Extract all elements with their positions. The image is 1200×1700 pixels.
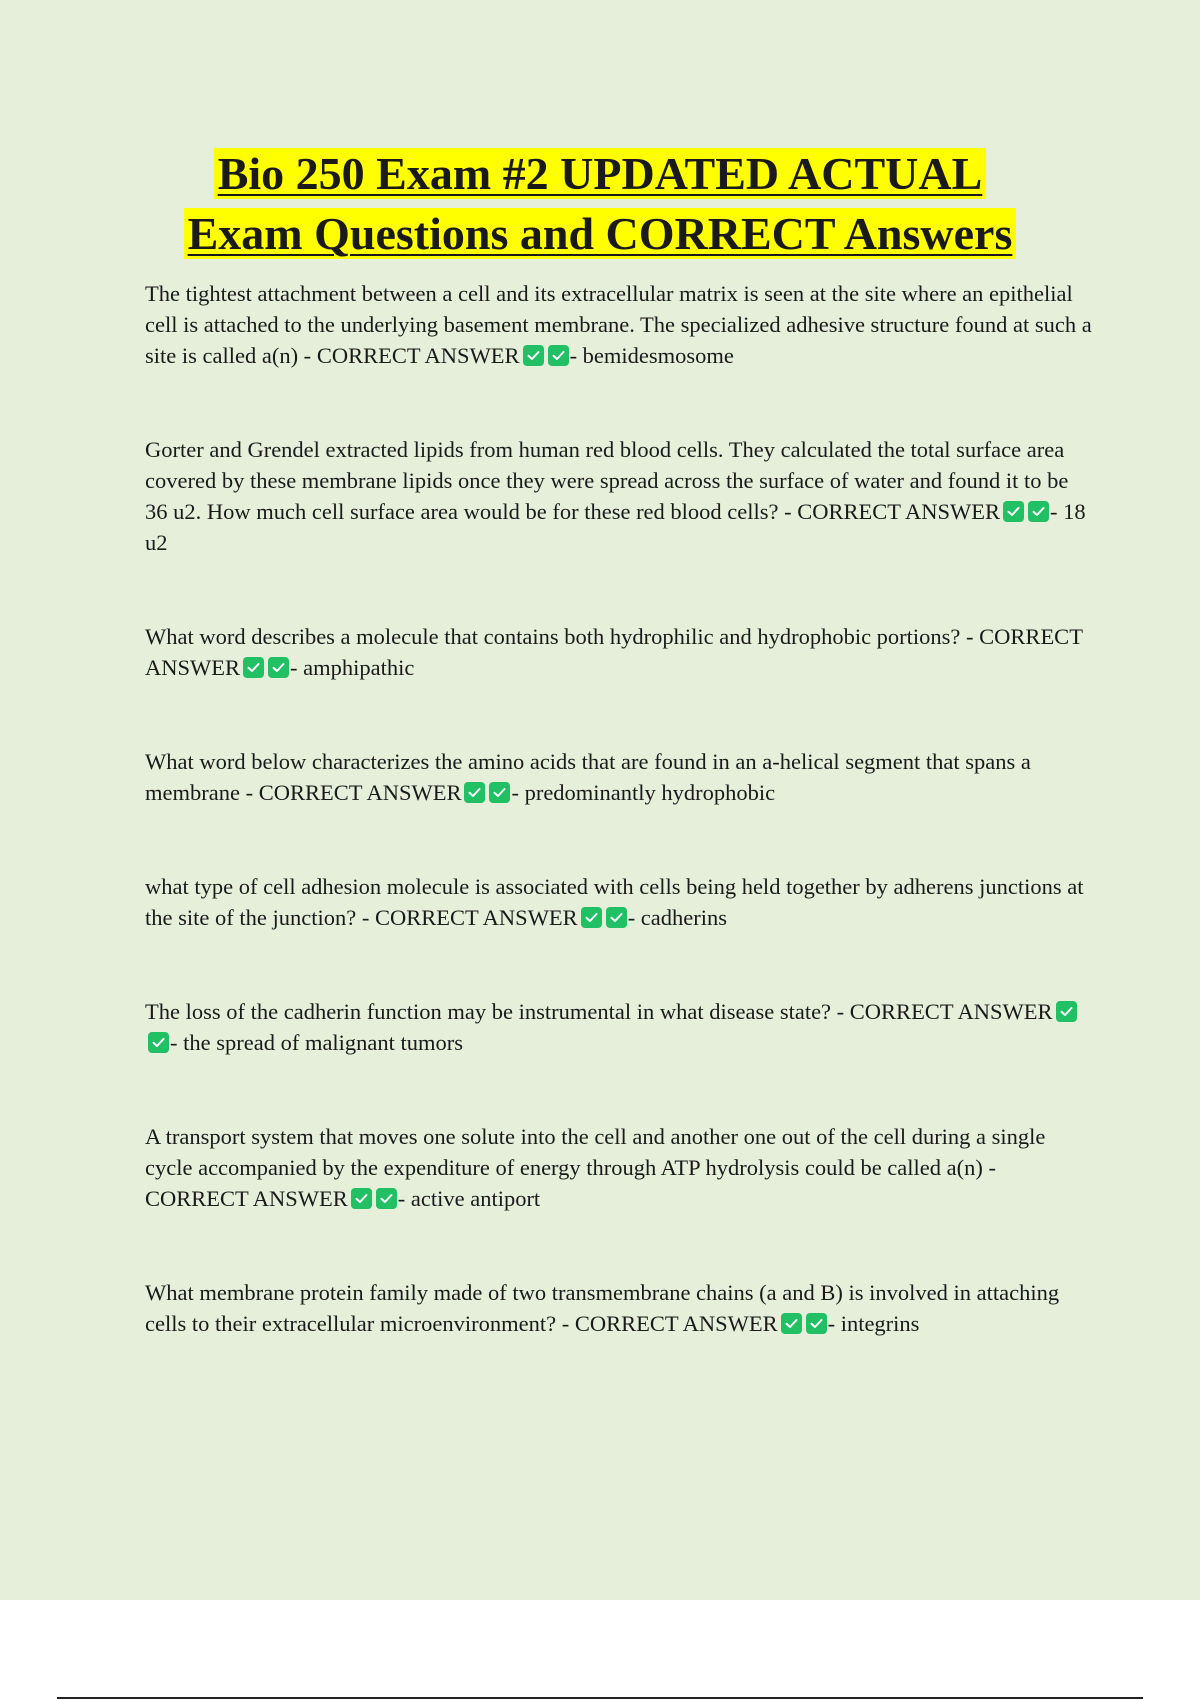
- check-mark-icon: [1003, 501, 1024, 522]
- qa-item: [145, 996, 1095, 1058]
- check-mark-icon: [806, 1313, 827, 1334]
- qa-item: [145, 621, 1095, 683]
- check-mark-icon: [581, 907, 602, 928]
- qa-list: [145, 278, 1095, 1402]
- correct-answer-marker: CORRECT ANSWER: [797, 499, 1001, 524]
- question-text: What membrane protein family made of two transmembrane chains (a and B) is involved in attaching cells to their extracellular microenvironment? -: [145, 1280, 1060, 1336]
- check-mark-icon: [351, 1188, 372, 1209]
- question-text: What word describes a molecule that contains both hydrophilic and hydrophobic portions? -: [145, 624, 980, 649]
- qa-item: [145, 278, 1095, 371]
- answer-text: - 18 u2: [145, 499, 1086, 555]
- qa-item: [145, 746, 1095, 808]
- qa-item: [145, 1277, 1095, 1339]
- answer-text: - predominantly hydrophobic: [511, 780, 776, 805]
- check-mark-icon: [489, 782, 510, 803]
- check-mark-icon: [268, 657, 289, 678]
- check-mark-icon: [464, 782, 485, 803]
- correct-answer-marker: CORRECT ANSWER: [374, 905, 578, 930]
- check-mark-icon: [606, 907, 627, 928]
- check-mark-icon: [548, 345, 569, 366]
- correct-answer-marker: CORRECT ANSWER: [145, 624, 1083, 680]
- correct-answer-marker: CORRECT ANSWER: [574, 1311, 778, 1336]
- question-text: Gorter and Grendel extracted lipids from human red blood cells. They calculated the total surface area covered by these membrane lipids once they were spread across the surface of water and found it to be 36 u2. How much cell surface area would be for these red blood cells? -: [145, 437, 1069, 524]
- question-text: The loss of the cadherin function may be instrumental in what disease state? -: [145, 999, 850, 1024]
- answer-text: - the spread of malignant tumors: [170, 1030, 464, 1055]
- check-mark-icon: [243, 657, 264, 678]
- answer-text: - amphipathic: [290, 655, 415, 680]
- qa-item: [145, 1121, 1095, 1214]
- answer-text: - active antiport: [397, 1186, 541, 1211]
- check-mark-icon: [1056, 1001, 1077, 1022]
- document-title: [0, 144, 1200, 264]
- correct-answer-marker: CORRECT ANSWER: [145, 1186, 348, 1211]
- question-text: what type of cell adhesion molecule is associated with cells being held together by adherens junctions at the site of the junction? -: [145, 874, 1084, 930]
- question-text: A transport system that moves one solute into the cell and another one out of the cell during a single cycle accompanied by the expenditure of energy through ATP hydrolysis could be called a(n) -: [145, 1124, 1046, 1180]
- question-text: The tightest attachment between a cell and its extracellular matrix is seen at the site where an epithelial cell is attached to the underlying basement membrane. The specialized adhesive structure found at such a site is called a(n) -: [145, 281, 1092, 368]
- correct-answer-marker: CORRECT ANSWER: [258, 780, 462, 805]
- question-text: What word below characterizes the amino acids that are found in an a-helical segment that spans a membrane -: [145, 749, 1031, 805]
- title-line-2: Exam Questions and CORRECT Answers: [184, 208, 1017, 259]
- check-mark-icon: [523, 345, 544, 366]
- correct-answer-marker: CORRECT ANSWER: [316, 343, 520, 368]
- check-mark-icon: [1028, 501, 1049, 522]
- check-mark-icon: [376, 1188, 397, 1209]
- answer-text: - bemidesmosome: [569, 343, 734, 368]
- qa-item: [145, 434, 1095, 558]
- qa-item: [145, 871, 1095, 933]
- check-mark-icon: [781, 1313, 802, 1334]
- correct-answer-marker: CORRECT ANSWER: [849, 999, 1053, 1024]
- answer-text: - integrins: [827, 1311, 920, 1336]
- answer-text: - cadherins: [627, 905, 728, 930]
- title-line-1: Bio 250 Exam #2 UPDATED ACTUAL: [214, 148, 987, 199]
- footer-divider: [57, 1697, 1143, 1699]
- check-mark-icon: [148, 1032, 169, 1053]
